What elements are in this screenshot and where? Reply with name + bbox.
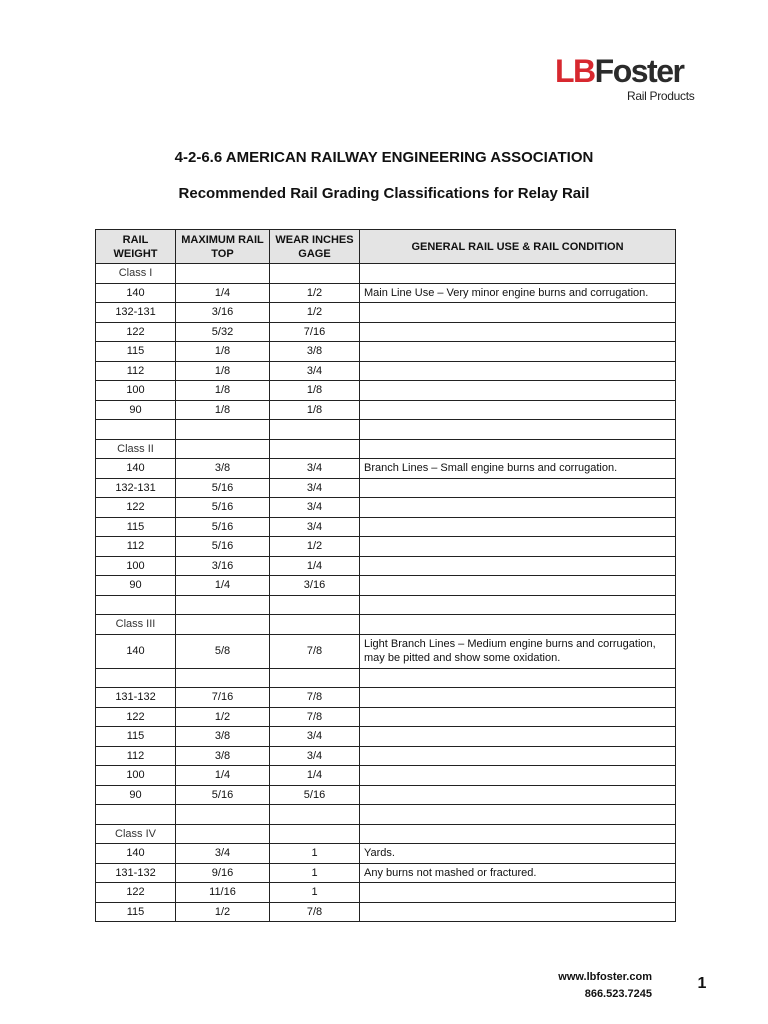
wear-gage-cell: 3/4 <box>270 746 360 766</box>
rail-use-cell <box>360 381 676 401</box>
logo-wordmark <box>555 54 715 88</box>
rail-use-cell <box>360 727 676 747</box>
table-row <box>96 727 676 747</box>
rail-weight-cell: 112 <box>96 361 176 381</box>
table-row <box>96 844 676 864</box>
rail-weight-cell <box>96 668 176 688</box>
footer-contact <box>500 969 652 1003</box>
rail-use-cell: Branch Lines – Small engine burns and corrugation. <box>360 459 676 479</box>
rail-use-cell <box>360 400 676 420</box>
rail-use-cell <box>360 556 676 576</box>
rail-use-cell <box>360 883 676 903</box>
wear-gage-cell: 1/4 <box>270 556 360 576</box>
rail-weight-cell: 100 <box>96 766 176 786</box>
rail-use-cell: Light Branch Lines – Medium engine burns and corrugation, may be pitted and show some oxidation. <box>360 634 676 668</box>
table-row <box>96 615 676 635</box>
table-row <box>96 556 676 576</box>
table-row <box>96 478 676 498</box>
table-row <box>96 634 676 668</box>
wear-gage-cell: 3/4 <box>270 361 360 381</box>
rail-weight-cell <box>96 595 176 615</box>
rail-weight-cell: 115 <box>96 902 176 922</box>
rail-use-cell: Yards. <box>360 844 676 864</box>
rail-use-cell <box>360 902 676 922</box>
table-row <box>96 303 676 323</box>
table-row <box>96 283 676 303</box>
max-rail-top-cell <box>176 439 270 459</box>
max-rail-top-cell: 3/8 <box>176 459 270 479</box>
rail-weight-cell: 90 <box>96 576 176 596</box>
rail-use-cell <box>360 420 676 440</box>
max-rail-top-cell: 3/16 <box>176 556 270 576</box>
rail-use-cell <box>360 688 676 708</box>
max-rail-top-cell <box>176 805 270 825</box>
max-rail-top-cell: 1/8 <box>176 342 270 362</box>
max-rail-top-cell: 1/4 <box>176 283 270 303</box>
table-row <box>96 342 676 362</box>
max-rail-top-cell <box>176 824 270 844</box>
rail-weight-cell: 122 <box>96 498 176 518</box>
column-header-rail-use: GENERAL RAIL USE & RAIL CONDITION <box>360 230 676 264</box>
wear-gage-cell: 7/8 <box>270 634 360 668</box>
table-row <box>96 785 676 805</box>
wear-gage-cell: 3/4 <box>270 498 360 518</box>
header-row <box>96 230 676 264</box>
max-rail-top-cell: 1/8 <box>176 381 270 401</box>
wear-gage-cell: 3/16 <box>270 576 360 596</box>
rail-weight-cell: 131-132 <box>96 688 176 708</box>
rail-use-cell <box>360 576 676 596</box>
table-row <box>96 766 676 786</box>
rail-weight-cell <box>96 420 176 440</box>
max-rail-top-cell: 3/8 <box>176 727 270 747</box>
max-rail-top-cell: 5/16 <box>176 517 270 537</box>
rail-weight-cell: 140 <box>96 634 176 668</box>
table-row <box>96 498 676 518</box>
rail-use-cell <box>360 322 676 342</box>
rail-use-cell <box>360 439 676 459</box>
table-row <box>96 517 676 537</box>
rail-weight-cell: 115 <box>96 517 176 537</box>
rail-use-cell <box>360 824 676 844</box>
table-row <box>96 863 676 883</box>
rail-grading-table <box>95 229 676 922</box>
wear-gage-cell: 3/4 <box>270 727 360 747</box>
table-row <box>96 264 676 284</box>
wear-gage-cell <box>270 668 360 688</box>
rail-weight-cell: 122 <box>96 883 176 903</box>
max-rail-top-cell <box>176 420 270 440</box>
wear-gage-cell: 7/16 <box>270 322 360 342</box>
max-rail-top-cell: 1/2 <box>176 707 270 727</box>
wear-gage-cell <box>270 595 360 615</box>
rail-weight-cell: 100 <box>96 556 176 576</box>
table-header <box>96 230 676 264</box>
rail-use-cell <box>360 595 676 615</box>
wear-gage-cell: 7/8 <box>270 902 360 922</box>
wear-gage-cell <box>270 824 360 844</box>
max-rail-top-cell: 1/8 <box>176 400 270 420</box>
max-rail-top-cell: 11/16 <box>176 883 270 903</box>
table-row <box>96 322 676 342</box>
document-subtitle: Recommended Rail Grading Classifications for Relay Rail <box>178 185 590 202</box>
rail-use-cell <box>360 537 676 557</box>
max-rail-top-cell: 5/16 <box>176 537 270 557</box>
rail-weight-cell: 132-131 <box>96 303 176 323</box>
column-header-max-rail-top: MAXIMUM RAIL TOP <box>176 230 270 264</box>
wear-gage-cell: 3/8 <box>270 342 360 362</box>
rail-use-cell <box>360 264 676 284</box>
rail-use-cell <box>360 498 676 518</box>
rail-weight-cell: Class II <box>96 439 176 459</box>
logo-foster-text: Foster <box>594 53 684 89</box>
wear-gage-cell: 7/8 <box>270 688 360 708</box>
website-link[interactable]: www.lbfoster.com <box>558 971 652 983</box>
max-rail-top-cell: 1/8 <box>176 361 270 381</box>
rail-use-cell: Main Line Use – Very minor engine burns and corrugation. <box>360 283 676 303</box>
max-rail-top-cell <box>176 264 270 284</box>
max-rail-top-cell: 1/2 <box>176 902 270 922</box>
wear-gage-cell: 1/2 <box>270 537 360 557</box>
wear-gage-cell <box>270 420 360 440</box>
max-rail-top-cell: 5/16 <box>176 498 270 518</box>
rail-weight-cell: 131-132 <box>96 863 176 883</box>
max-rail-top-cell: 5/8 <box>176 634 270 668</box>
table-row <box>96 707 676 727</box>
table-row <box>96 439 676 459</box>
rail-weight-cell <box>96 805 176 825</box>
rail-weight-cell: 100 <box>96 381 176 401</box>
rail-use-cell <box>360 805 676 825</box>
table-row <box>96 902 676 922</box>
wear-gage-cell: 3/4 <box>270 478 360 498</box>
column-header-wear-gage: WEAR INCHES GAGE <box>270 230 360 264</box>
rail-weight-cell: 122 <box>96 322 176 342</box>
rail-weight-cell: 115 <box>96 727 176 747</box>
rail-weight-cell: 140 <box>96 283 176 303</box>
rail-use-cell <box>360 615 676 635</box>
table-row <box>96 576 676 596</box>
max-rail-top-cell <box>176 595 270 615</box>
table-row <box>96 400 676 420</box>
rail-use-cell <box>360 478 676 498</box>
rail-weight-cell: 115 <box>96 342 176 362</box>
rail-use-cell <box>360 668 676 688</box>
rail-use-cell <box>360 342 676 362</box>
wear-gage-cell: 1/2 <box>270 283 360 303</box>
rail-use-cell <box>360 746 676 766</box>
table-row <box>96 746 676 766</box>
rail-use-cell <box>360 517 676 537</box>
table-row <box>96 537 676 557</box>
company-logo <box>555 54 715 103</box>
max-rail-top-cell: 9/16 <box>176 863 270 883</box>
table-row <box>96 883 676 903</box>
rail-use-cell <box>360 707 676 727</box>
wear-gage-cell: 1/4 <box>270 766 360 786</box>
table-row <box>96 805 676 825</box>
rail-weight-cell: 112 <box>96 746 176 766</box>
wear-gage-cell <box>270 615 360 635</box>
table-row <box>96 595 676 615</box>
table-body <box>96 264 676 922</box>
rail-weight-cell: 140 <box>96 459 176 479</box>
wear-gage-cell: 5/16 <box>270 785 360 805</box>
rail-weight-cell: Class III <box>96 615 176 635</box>
wear-gage-cell: 1 <box>270 863 360 883</box>
column-header-rail-weight: RAIL WEIGHT <box>96 230 176 264</box>
max-rail-top-cell <box>176 668 270 688</box>
table-row <box>96 688 676 708</box>
phone-number: 866.523.7245 <box>584 988 652 1000</box>
max-rail-top-cell: 1/4 <box>176 576 270 596</box>
max-rail-top-cell: 7/16 <box>176 688 270 708</box>
wear-gage-cell: 1/2 <box>270 303 360 323</box>
rail-weight-cell: 122 <box>96 707 176 727</box>
rail-weight-cell: 140 <box>96 844 176 864</box>
rail-use-cell <box>360 303 676 323</box>
table-row <box>96 824 676 844</box>
max-rail-top-cell: 3/4 <box>176 844 270 864</box>
wear-gage-cell: 1 <box>270 844 360 864</box>
wear-gage-cell: 1/8 <box>270 400 360 420</box>
max-rail-top-cell: 5/16 <box>176 478 270 498</box>
table-row <box>96 381 676 401</box>
max-rail-top-cell: 3/8 <box>176 746 270 766</box>
wear-gage-cell: 3/4 <box>270 517 360 537</box>
table-row <box>96 361 676 381</box>
page-number: 1 <box>697 975 707 992</box>
rail-use-cell <box>360 785 676 805</box>
logo-subtitle: Rail Products <box>627 89 695 103</box>
table-row <box>96 668 676 688</box>
max-rail-top-cell: 3/16 <box>176 303 270 323</box>
wear-gage-cell: 1 <box>270 883 360 903</box>
rail-weight-cell: Class IV <box>96 824 176 844</box>
table-row <box>96 420 676 440</box>
max-rail-top-cell: 5/32 <box>176 322 270 342</box>
wear-gage-cell: 1/8 <box>270 381 360 401</box>
rail-weight-cell: 132-131 <box>96 478 176 498</box>
max-rail-top-cell: 1/4 <box>176 766 270 786</box>
rail-use-cell <box>360 361 676 381</box>
max-rail-top-cell: 5/16 <box>176 785 270 805</box>
table-row <box>96 459 676 479</box>
logo-lb-text: LB <box>555 53 595 89</box>
wear-gage-cell <box>270 805 360 825</box>
document-title: 4-2-6.6 AMERICAN RAILWAY ENGINEERING ASSOCIATION <box>174 149 594 166</box>
wear-gage-cell: 3/4 <box>270 459 360 479</box>
rail-use-cell <box>360 766 676 786</box>
rail-weight-cell: 112 <box>96 537 176 557</box>
rail-weight-cell: Class I <box>96 264 176 284</box>
rail-weight-cell: 90 <box>96 400 176 420</box>
rail-weight-cell: 90 <box>96 785 176 805</box>
wear-gage-cell: 7/8 <box>270 707 360 727</box>
wear-gage-cell <box>270 264 360 284</box>
wear-gage-cell <box>270 439 360 459</box>
max-rail-top-cell <box>176 615 270 635</box>
rail-use-cell: Any burns not mashed or fractured. <box>360 863 676 883</box>
